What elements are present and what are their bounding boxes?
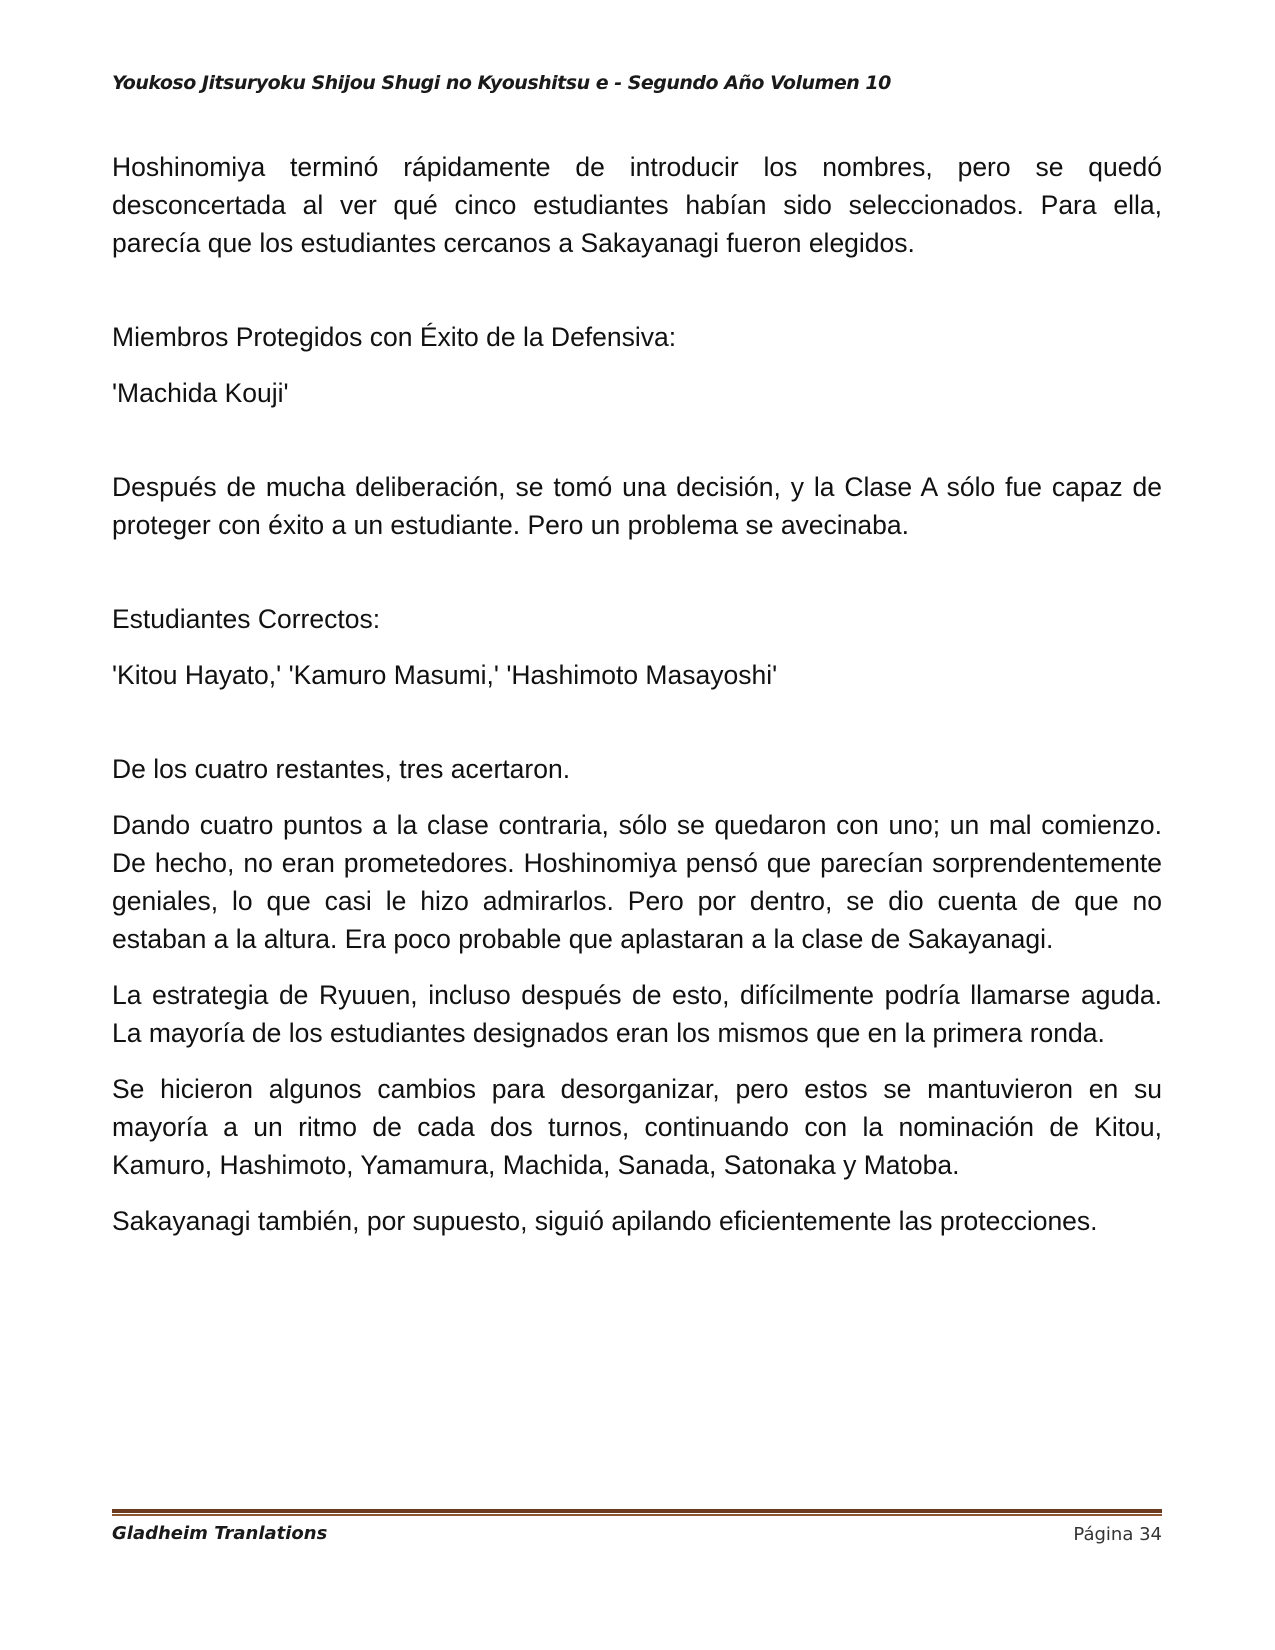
- blank-line: [112, 430, 1162, 468]
- paragraph: La estrategia de Ryuuen, incluso después de esto, difícilmente podría llamarse aguda. La mayoría de los estudiantes designados eran los mismos que en la primera ronda.: [112, 980, 1162, 1048]
- page-number: Página 34: [1073, 1524, 1162, 1545]
- paragraph: De los cuatro restantes, tres acertaron.: [112, 754, 571, 784]
- correct-names: 'Kitou Hayato,' 'Kamuro Masumi,' 'Hashimoto Masayoshi': [112, 660, 778, 690]
- page-header-title: Youkoso Jitsuryoku Shijou Shugi no Kyoushitsu e - Segundo Año Volumen 10: [112, 72, 891, 94]
- paragraph: Se hicieron algunos cambios para desorganizar, pero estos se mantuvieron en su mayoría a un ritmo de cada dos turnos, continuando con la nominación de Kitou, Kamuro, Hashimoto, Yamamura, Machida, Sanada, Satonaka y Matoba.: [112, 1074, 1162, 1180]
- correct-label: Estudiantes Correctos:: [112, 604, 381, 634]
- footer-publisher: Gladheim Tranlations: [112, 1523, 328, 1544]
- blank-line: [112, 562, 1162, 600]
- defense-label: Miembros Protegidos con Éxito de la Defensiva:: [112, 322, 677, 352]
- paragraph: Sakayanagi también, por supuesto, siguió apilando eficientemente las protecciones.: [112, 1206, 1098, 1236]
- blank-line: [112, 280, 1162, 318]
- paragraph: Dando cuatro puntos a la clase contraria, sólo se quedaron con uno; un mal comienzo. De hecho, no eran prometedores. Hoshinomiya pensó que parecían sorprendentemente geniales, lo que casi le hizo admirarlos. Pero por dentro, se dio cuenta de que no estaban a la altura. Era poco probable que aplastaran a la clase de Sakayanagi.: [112, 810, 1162, 954]
- paragraph: Hoshinomiya terminó rápidamente de introducir los nombres, pero se quedó desconcertada al ver qué cinco estudiantes habían sido seleccionados. Para ella, parecía que los estudiantes cercanos a Sakayanagi fueron elegidos.: [112, 152, 1162, 258]
- footer-divider: [112, 1509, 1162, 1516]
- blank-line: [112, 712, 1162, 750]
- paragraph: Después de mucha deliberación, se tomó una decisión, y la Clase A sólo fue capaz de proteger con éxito a un estudiante. Pero un problema se avecinaba.: [112, 472, 1162, 540]
- page-body: [112, 148, 1162, 1258]
- defense-names: 'Machida Kouji': [112, 378, 289, 408]
